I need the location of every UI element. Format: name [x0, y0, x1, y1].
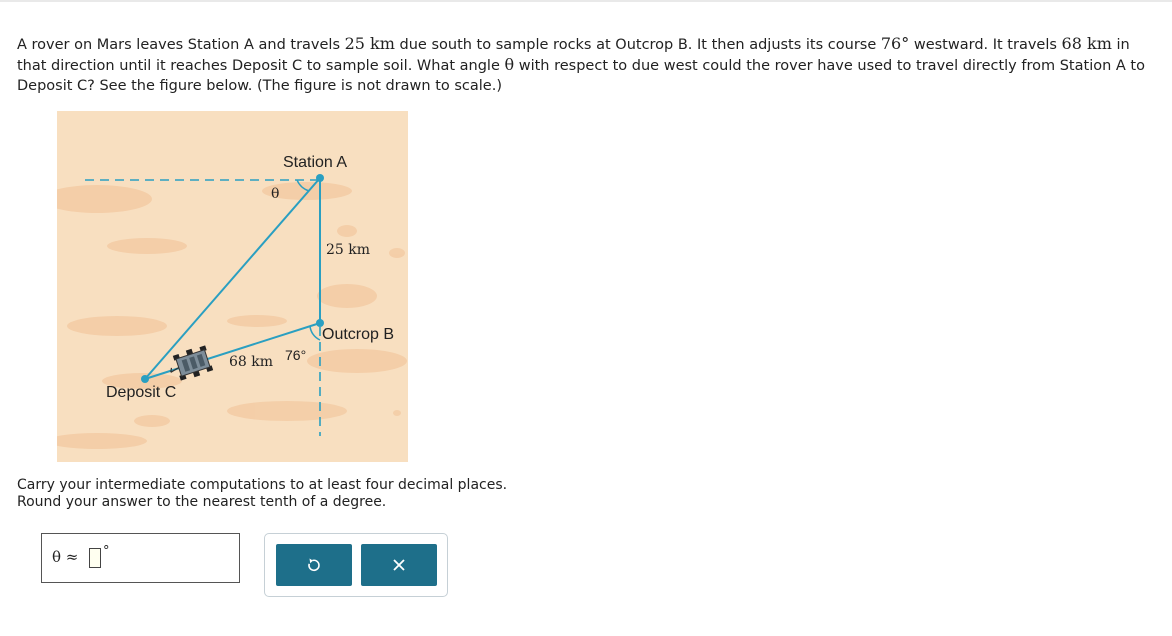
problem-text: in that direction until it reaches Deposit C to sample soil. What angle — [17, 37, 1130, 74]
theta-label: θ — [271, 186, 280, 202]
mars-route-figure — [57, 111, 408, 462]
instruction-line: Round your answer to the nearest tenth of a degree. — [17, 493, 387, 510]
top-divider — [0, 0, 1172, 2]
problem-text: A rover on Mars leaves Station A and travels — [17, 37, 345, 53]
undo-button[interactable] — [276, 544, 352, 586]
distance-ab-value: 25 km — [344, 34, 395, 53]
distance-bc-label: 68 km — [229, 354, 274, 370]
close-icon — [392, 558, 406, 572]
answer-box — [41, 533, 240, 583]
clear-button[interactable] — [361, 544, 437, 586]
figure-canvas — [57, 111, 408, 462]
angle-76-label: 76° — [285, 347, 307, 363]
answer-label: θ ≈ — [52, 548, 79, 566]
problem-text: westward. It travels — [909, 37, 1062, 53]
degree-unit: ° — [103, 544, 110, 559]
instruction-line: Carry your intermediate computations to at least four decimal places. — [17, 477, 508, 493]
station-a-point — [316, 174, 324, 182]
station-a-label: Station A — [283, 154, 348, 171]
instructions — [17, 477, 507, 510]
theta-symbol: θ — [504, 55, 515, 74]
deposit-c-point — [141, 375, 149, 383]
problem-text: with respect to due west could the rover have used to travel directly from Station A to Deposit C? See the figure below. (The figure is not drawn to scale.) — [17, 58, 1145, 94]
outcrop-b-label: Outcrop B — [322, 326, 395, 343]
action-button-group — [264, 533, 448, 597]
problem-text: due south to sample rocks at Outcrop B. It then adjusts its course — [394, 37, 881, 53]
answer-input[interactable] — [89, 548, 101, 568]
angle-value: 76° — [880, 34, 910, 53]
distance-bc-value: 68 km — [1061, 34, 1112, 53]
deposit-c-label: Deposit C — [106, 384, 177, 401]
distance-ab-label: 25 km — [326, 242, 371, 258]
undo-icon — [306, 557, 322, 573]
problem-statement — [17, 34, 1157, 96]
